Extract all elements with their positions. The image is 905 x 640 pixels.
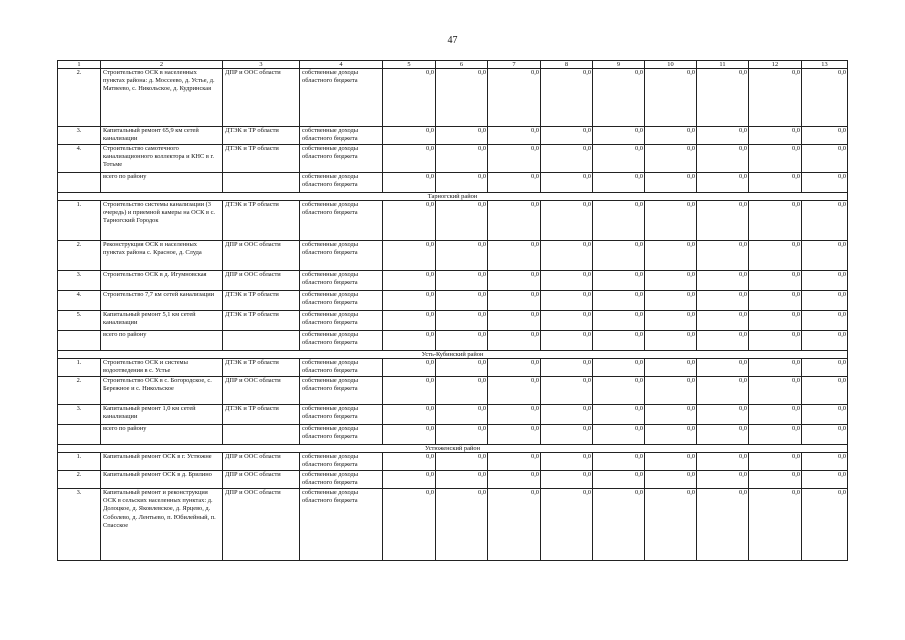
table-row (58, 69, 848, 127)
amount-cell: 0,0 (802, 145, 848, 173)
amount-cell: 0,0 (645, 271, 697, 291)
funding-source: собственные доходы областного бюджета (300, 489, 383, 561)
responsible-executor: ДТЭК и ТР области (223, 127, 300, 145)
column-header: 13 (802, 61, 848, 69)
amount-cell: 0,0 (645, 471, 697, 489)
amount-cell: 0,0 (383, 145, 436, 173)
amount-cell: 0,0 (541, 453, 593, 471)
amount-cell: 0,0 (593, 471, 645, 489)
amount-cell: 0,0 (436, 127, 488, 145)
column-header: 3 (223, 61, 300, 69)
measure-name: Строительство ОСК в населенных пунктах района: д. Моссеево, д. Устье, д. Матвеево, с. Никольское, д. Кудринская (101, 69, 223, 127)
funding-source: собственные доходы областного бюджета (300, 331, 383, 351)
header-row (58, 61, 848, 69)
amount-cell: 0,0 (541, 359, 593, 377)
row-number: 4. (58, 145, 101, 173)
row-number: 2. (58, 241, 101, 271)
amount-cell: 0,0 (593, 377, 645, 405)
amount-cell: 0,0 (749, 173, 802, 193)
amount-cell: 0,0 (593, 127, 645, 145)
row-number: 4. (58, 291, 101, 311)
amount-cell: 0,0 (383, 377, 436, 405)
row-number: 3. (58, 127, 101, 145)
amount-cell: 0,0 (383, 489, 436, 561)
column-header: 12 (749, 61, 802, 69)
amount-cell: 0,0 (645, 291, 697, 311)
measure-name: Капитальный ремонт 65,9 км сетей канализации (101, 127, 223, 145)
table-row (58, 271, 848, 291)
amount-cell: 0,0 (541, 425, 593, 445)
table-row (58, 425, 848, 445)
table-row (58, 331, 848, 351)
amount-cell: 0,0 (697, 145, 749, 173)
funding-source: собственные доходы областного бюджета (300, 377, 383, 405)
amount-cell: 0,0 (541, 201, 593, 241)
amount-cell: 0,0 (383, 471, 436, 489)
amount-cell: 0,0 (697, 291, 749, 311)
amount-cell: 0,0 (697, 127, 749, 145)
row-number: 2. (58, 377, 101, 405)
amount-cell: 0,0 (749, 453, 802, 471)
funding-source: собственные доходы областного бюджета (300, 471, 383, 489)
responsible-executor: ДТЭК и ТР области (223, 405, 300, 425)
row-number: 3. (58, 405, 101, 425)
measure-name: Капитальный ремонт ОСК в д. Брилино (101, 471, 223, 489)
row-number: 3. (58, 489, 101, 561)
amount-cell: 0,0 (593, 145, 645, 173)
amount-cell: 0,0 (541, 271, 593, 291)
amount-cell: 0,0 (436, 331, 488, 351)
amount-cell: 0,0 (436, 471, 488, 489)
amount-cell: 0,0 (802, 69, 848, 127)
amount-cell: 0,0 (645, 145, 697, 173)
amount-cell: 0,0 (383, 359, 436, 377)
table-row (58, 127, 848, 145)
amount-cell: 0,0 (802, 359, 848, 377)
amount-cell: 0,0 (593, 69, 645, 127)
amount-cell: 0,0 (541, 331, 593, 351)
amount-cell: 0,0 (802, 453, 848, 471)
funding-source: собственные доходы областного бюджета (300, 201, 383, 241)
amount-cell: 0,0 (436, 405, 488, 425)
column-header: 4 (300, 61, 383, 69)
column-header: 6 (436, 61, 488, 69)
funding-source: собственные доходы областного бюджета (300, 241, 383, 271)
measure-name: Строительство ОСК в д. Игумновская (101, 271, 223, 291)
responsible-executor: ДПР и ООС области (223, 69, 300, 127)
responsible-executor: ДТЭК и ТР области (223, 145, 300, 173)
amount-cell: 0,0 (593, 453, 645, 471)
funding-source: собственные доходы областного бюджета (300, 173, 383, 193)
table-row (58, 145, 848, 173)
column-header: 9 (593, 61, 645, 69)
amount-cell: 0,0 (697, 489, 749, 561)
amount-cell: 0,0 (697, 201, 749, 241)
amount-cell: 0,0 (593, 291, 645, 311)
amount-cell: 0,0 (645, 241, 697, 271)
amount-cell: 0,0 (383, 331, 436, 351)
row-number: 3. (58, 271, 101, 291)
amount-cell: 0,0 (488, 311, 541, 331)
district-name: Тарногский район (58, 193, 848, 201)
table-row (58, 453, 848, 471)
amount-cell: 0,0 (697, 331, 749, 351)
amount-cell: 0,0 (645, 69, 697, 127)
amount-cell: 0,0 (749, 311, 802, 331)
amount-cell: 0,0 (593, 271, 645, 291)
amount-cell: 0,0 (383, 201, 436, 241)
amount-cell: 0,0 (749, 471, 802, 489)
amount-cell: 0,0 (749, 405, 802, 425)
amount-cell: 0,0 (436, 145, 488, 173)
amount-cell: 0,0 (383, 291, 436, 311)
amount-cell: 0,0 (802, 425, 848, 445)
column-header: 7 (488, 61, 541, 69)
amount-cell: 0,0 (383, 127, 436, 145)
table-row (58, 173, 848, 193)
amount-cell: 0,0 (645, 331, 697, 351)
measure-name: всего по району (101, 173, 223, 193)
amount-cell: 0,0 (436, 173, 488, 193)
amount-cell: 0,0 (541, 291, 593, 311)
amount-cell: 0,0 (697, 453, 749, 471)
amount-cell: 0,0 (749, 377, 802, 405)
amount-cell: 0,0 (645, 405, 697, 425)
amount-cell: 0,0 (593, 405, 645, 425)
amount-cell: 0,0 (802, 201, 848, 241)
amount-cell: 0,0 (802, 127, 848, 145)
amount-cell: 0,0 (802, 173, 848, 193)
amount-cell: 0,0 (383, 425, 436, 445)
amount-cell: 0,0 (749, 69, 802, 127)
row-number (58, 331, 101, 351)
amount-cell: 0,0 (645, 173, 697, 193)
amount-cell: 0,0 (749, 201, 802, 241)
table-row (58, 241, 848, 271)
responsible-executor: ДПР и ООС области (223, 271, 300, 291)
amount-cell: 0,0 (488, 127, 541, 145)
measure-name: Строительство 7,7 км сетей канализации (101, 291, 223, 311)
responsible-executor (223, 425, 300, 445)
row-number: 2. (58, 471, 101, 489)
column-header: 11 (697, 61, 749, 69)
responsible-executor: ДПР и ООС области (223, 241, 300, 271)
measure-name: всего по району (101, 425, 223, 445)
table-row (58, 471, 848, 489)
amount-cell: 0,0 (488, 173, 541, 193)
amount-cell: 0,0 (436, 377, 488, 405)
funding-source: собственные доходы областного бюджета (300, 425, 383, 445)
responsible-executor: ДПР и ООС области (223, 471, 300, 489)
funding-source: собственные доходы областного бюджета (300, 291, 383, 311)
amount-cell: 0,0 (802, 405, 848, 425)
amount-cell: 0,0 (645, 377, 697, 405)
row-number (58, 173, 101, 193)
amount-cell: 0,0 (749, 127, 802, 145)
responsible-executor: ДТЭК и ТР области (223, 359, 300, 377)
amount-cell: 0,0 (749, 145, 802, 173)
amount-cell: 0,0 (645, 489, 697, 561)
amount-cell: 0,0 (645, 201, 697, 241)
responsible-executor (223, 331, 300, 351)
district-name: Устюженский район (58, 445, 848, 453)
amount-cell: 0,0 (749, 241, 802, 271)
amount-cell: 0,0 (593, 489, 645, 561)
amount-cell: 0,0 (436, 271, 488, 291)
responsible-executor: ДПР и ООС области (223, 489, 300, 561)
district-row (58, 193, 848, 201)
amount-cell: 0,0 (541, 69, 593, 127)
amount-cell: 0,0 (697, 311, 749, 331)
amount-cell: 0,0 (541, 173, 593, 193)
amount-cell: 0,0 (488, 453, 541, 471)
amount-cell: 0,0 (749, 271, 802, 291)
amount-cell: 0,0 (802, 471, 848, 489)
row-number: 1. (58, 201, 101, 241)
measure-name: Капитальный ремонт 5,1 км сетей канализации (101, 311, 223, 331)
amount-cell: 0,0 (541, 377, 593, 405)
funding-source: собственные доходы областного бюджета (300, 359, 383, 377)
amount-cell: 0,0 (383, 405, 436, 425)
district-name: Усть-Кубинский район (58, 351, 848, 359)
amount-cell: 0,0 (802, 331, 848, 351)
amount-cell: 0,0 (541, 311, 593, 331)
amount-cell: 0,0 (541, 241, 593, 271)
funding-source: собственные доходы областного бюджета (300, 69, 383, 127)
amount-cell: 0,0 (593, 201, 645, 241)
amount-cell: 0,0 (697, 405, 749, 425)
amount-cell: 0,0 (697, 173, 749, 193)
amount-cell: 0,0 (383, 311, 436, 331)
amount-cell: 0,0 (436, 201, 488, 241)
amount-cell: 0,0 (488, 425, 541, 445)
amount-cell: 0,0 (802, 241, 848, 271)
budget-table (57, 60, 848, 561)
row-number (58, 425, 101, 445)
amount-cell: 0,0 (541, 471, 593, 489)
amount-cell: 0,0 (645, 311, 697, 331)
amount-cell: 0,0 (436, 425, 488, 445)
amount-cell: 0,0 (802, 291, 848, 311)
funding-source: собственные доходы областного бюджета (300, 145, 383, 173)
column-header: 2 (101, 61, 223, 69)
amount-cell: 0,0 (645, 127, 697, 145)
district-row (58, 445, 848, 453)
amount-cell: 0,0 (697, 471, 749, 489)
amount-cell: 0,0 (697, 359, 749, 377)
amount-cell: 0,0 (541, 489, 593, 561)
row-number: 1. (58, 359, 101, 377)
table-row (58, 377, 848, 405)
column-header: 1 (58, 61, 101, 69)
measure-name: Капитальный ремонт 1,0 км сетей канализации (101, 405, 223, 425)
table-row (58, 405, 848, 425)
amount-cell: 0,0 (749, 489, 802, 561)
column-header: 10 (645, 61, 697, 69)
amount-cell: 0,0 (593, 173, 645, 193)
amount-cell: 0,0 (749, 425, 802, 445)
amount-cell: 0,0 (488, 271, 541, 291)
amount-cell: 0,0 (488, 405, 541, 425)
amount-cell: 0,0 (593, 331, 645, 351)
amount-cell: 0,0 (749, 331, 802, 351)
amount-cell: 0,0 (749, 359, 802, 377)
row-number: 5. (58, 311, 101, 331)
table-row (58, 201, 848, 241)
measure-name: Строительство ОСК и системы водоотведения в с. Устье (101, 359, 223, 377)
amount-cell: 0,0 (488, 241, 541, 271)
amount-cell: 0,0 (645, 359, 697, 377)
row-number: 1. (58, 453, 101, 471)
amount-cell: 0,0 (802, 489, 848, 561)
amount-cell: 0,0 (488, 331, 541, 351)
amount-cell: 0,0 (697, 69, 749, 127)
amount-cell: 0,0 (488, 471, 541, 489)
responsible-executor: ДТЭК и ТР области (223, 201, 300, 241)
responsible-executor: ДПР и ООС области (223, 377, 300, 405)
table-row (58, 291, 848, 311)
amount-cell: 0,0 (436, 69, 488, 127)
amount-cell: 0,0 (697, 425, 749, 445)
amount-cell: 0,0 (383, 241, 436, 271)
amount-cell: 0,0 (488, 145, 541, 173)
measure-name: Капитальный ремонт и реконструкция ОСК в сельских населенных пунктах: д. Долоцкое, д. Яковлевское, д. Ярцево, д. Соболево, д. Лентьево, п. Юбилейный, п. Спасское (101, 489, 223, 561)
amount-cell: 0,0 (436, 241, 488, 271)
amount-cell: 0,0 (488, 201, 541, 241)
row-number: 2. (58, 69, 101, 127)
amount-cell: 0,0 (697, 271, 749, 291)
table-row (58, 359, 848, 377)
amount-cell: 0,0 (593, 241, 645, 271)
amount-cell: 0,0 (697, 241, 749, 271)
amount-cell: 0,0 (383, 69, 436, 127)
measure-name: Реконструкция ОСК в населенных пунктах района с. Красное, д. Слуда (101, 241, 223, 271)
amount-cell: 0,0 (541, 145, 593, 173)
amount-cell: 0,0 (645, 453, 697, 471)
amount-cell: 0,0 (383, 173, 436, 193)
amount-cell: 0,0 (488, 291, 541, 311)
amount-cell: 0,0 (749, 291, 802, 311)
amount-cell: 0,0 (436, 489, 488, 561)
amount-cell: 0,0 (802, 377, 848, 405)
measure-name: Строительство самотечного канализационного коллектора и КНС в г. Тотьме (101, 145, 223, 173)
measure-name: всего по району (101, 331, 223, 351)
page-number: 47 (447, 35, 458, 46)
amount-cell: 0,0 (436, 453, 488, 471)
funding-source: собственные доходы областного бюджета (300, 453, 383, 471)
amount-cell: 0,0 (645, 425, 697, 445)
amount-cell: 0,0 (697, 377, 749, 405)
amount-cell: 0,0 (541, 127, 593, 145)
amount-cell: 0,0 (436, 311, 488, 331)
funding-source: собственные доходы областного бюджета (300, 271, 383, 291)
amount-cell: 0,0 (541, 405, 593, 425)
amount-cell: 0,0 (593, 359, 645, 377)
responsible-executor: ДТЭК и ТР области (223, 311, 300, 331)
amount-cell: 0,0 (488, 377, 541, 405)
measure-name: Строительство ОСК в с. Богородское, с. Бережное и с. Никольское (101, 377, 223, 405)
amount-cell: 0,0 (383, 271, 436, 291)
amount-cell: 0,0 (488, 69, 541, 127)
amount-cell: 0,0 (383, 453, 436, 471)
responsible-executor: ДПР и ООС области (223, 453, 300, 471)
responsible-executor (223, 173, 300, 193)
measure-name: Строительство системы канализации (3 очередь) и приемной камеры на ОСК в с. Тарногский Городок (101, 201, 223, 241)
funding-source: собственные доходы областного бюджета (300, 127, 383, 145)
table-row (58, 311, 848, 331)
responsible-executor: ДТЭК и ТР области (223, 291, 300, 311)
measure-name: Капитальный ремонт ОСК в г. Устюжне (101, 453, 223, 471)
amount-cell: 0,0 (593, 425, 645, 445)
column-header: 8 (541, 61, 593, 69)
amount-cell: 0,0 (488, 489, 541, 561)
amount-cell: 0,0 (436, 359, 488, 377)
funding-source: собственные доходы областного бюджета (300, 405, 383, 425)
amount-cell: 0,0 (436, 291, 488, 311)
column-header: 5 (383, 61, 436, 69)
amount-cell: 0,0 (488, 359, 541, 377)
amount-cell: 0,0 (802, 311, 848, 331)
amount-cell: 0,0 (802, 271, 848, 291)
table-row (58, 489, 848, 561)
amount-cell: 0,0 (593, 311, 645, 331)
district-row (58, 351, 848, 359)
funding-source: собственные доходы областного бюджета (300, 311, 383, 331)
